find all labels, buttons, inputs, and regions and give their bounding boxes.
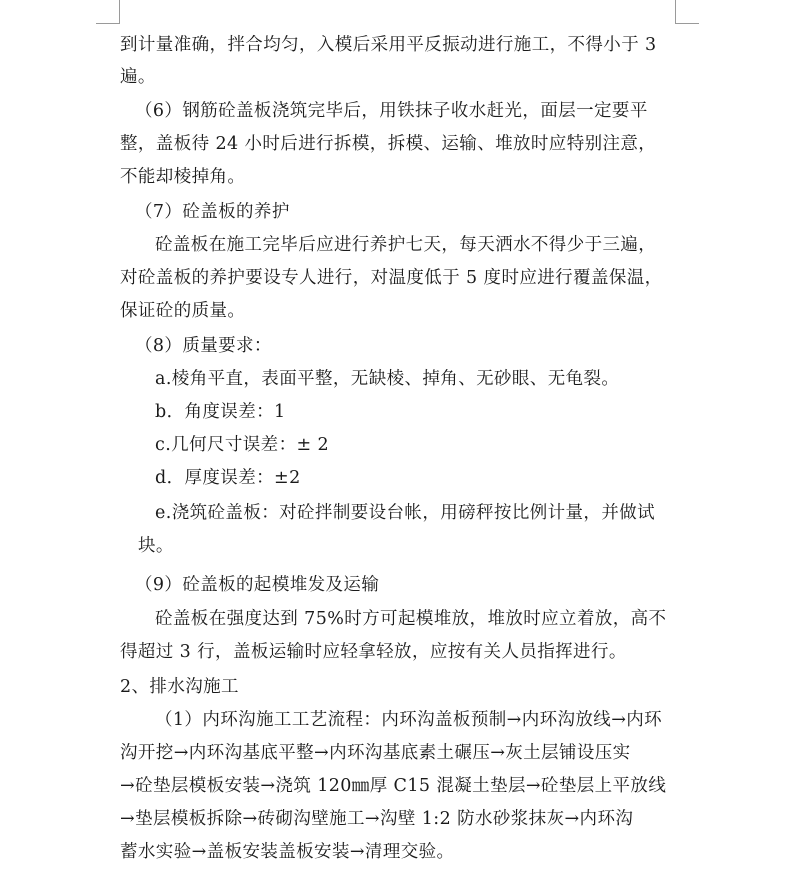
text-line: （1）内环沟施工工艺流程：内环沟盖板预制→内环沟放线→内环 <box>155 710 663 730</box>
text-line: 得超过 3 行，盖板运输时应轻拿轻放，应按有关人员指挥进行。 <box>120 642 627 662</box>
section-heading: （7）砼盖板的养护 <box>135 202 290 222</box>
text-line: 保证砼的质量。 <box>120 301 246 321</box>
text-line: 块。 <box>138 536 174 556</box>
crop-mark-right-vertical <box>675 0 676 24</box>
text-line: →垫层模板拆除→砖砌沟壁施工→沟壁 1:2 防水砂浆抹灰→内环沟 <box>120 809 634 829</box>
list-item: d．厚度误差：±2 <box>155 468 301 488</box>
text-line: 到计量准确，拌合均匀，入模后采用平反振动进行施工，不得小于 3 <box>120 35 657 55</box>
text-line: 遍。 <box>120 67 156 87</box>
crop-mark-right-horizontal <box>675 23 699 24</box>
crop-mark-left-horizontal <box>96 23 120 24</box>
text-line: 整，盖板待 24 小时后进行拆模，拆模、运输、堆放时应特别注意， <box>120 134 657 154</box>
section-heading: （8）质量要求： <box>135 336 272 356</box>
text-line: 沟开挖→内环沟基底平整→内环沟基底素土碾压→灰土层铺设压实 <box>120 743 631 763</box>
text-line: 不能却棱掉角。 <box>120 167 246 187</box>
text-line: （6）钢筋砼盖板浇筑完毕后，用铁抹子收水赶光，面层一定要平 <box>135 101 648 121</box>
list-item: a.棱角平直，表面平整，无缺棱、掉角、无砂眼、无龟裂。 <box>155 369 620 389</box>
crop-mark-left-vertical <box>119 0 120 24</box>
text-line: →砼垫层模板安装→浇筑 120㎜厚 C15 混凝土垫层→砼垫层上平放线 <box>120 776 667 796</box>
list-item: c.几何尺寸误差：± 2 <box>155 435 330 455</box>
text-line: 砼盖板在强度达到 75%时方可起模堆放，堆放时应立着放，高不 <box>155 609 667 629</box>
text-line: 砼盖板在施工完毕后应进行养护七天，每天洒水不得少于三遍， <box>155 235 657 255</box>
text-line: 蓄水实验→盖板安装盖板安装→清理交验。 <box>120 842 455 862</box>
section-heading: 2、排水沟施工 <box>120 677 239 697</box>
list-item: e.浇筑砼盖板：对砼拌制要设台帐，用磅秤按比例计量，并做试 <box>155 503 656 523</box>
section-heading: （9）砼盖板的起模堆发及运输 <box>135 575 380 595</box>
text-line: 对砼盖板的养护要设专人进行，对温度低于 5 度时应进行覆盖保温， <box>120 268 663 288</box>
list-item: b．角度误差：1 <box>155 402 286 422</box>
